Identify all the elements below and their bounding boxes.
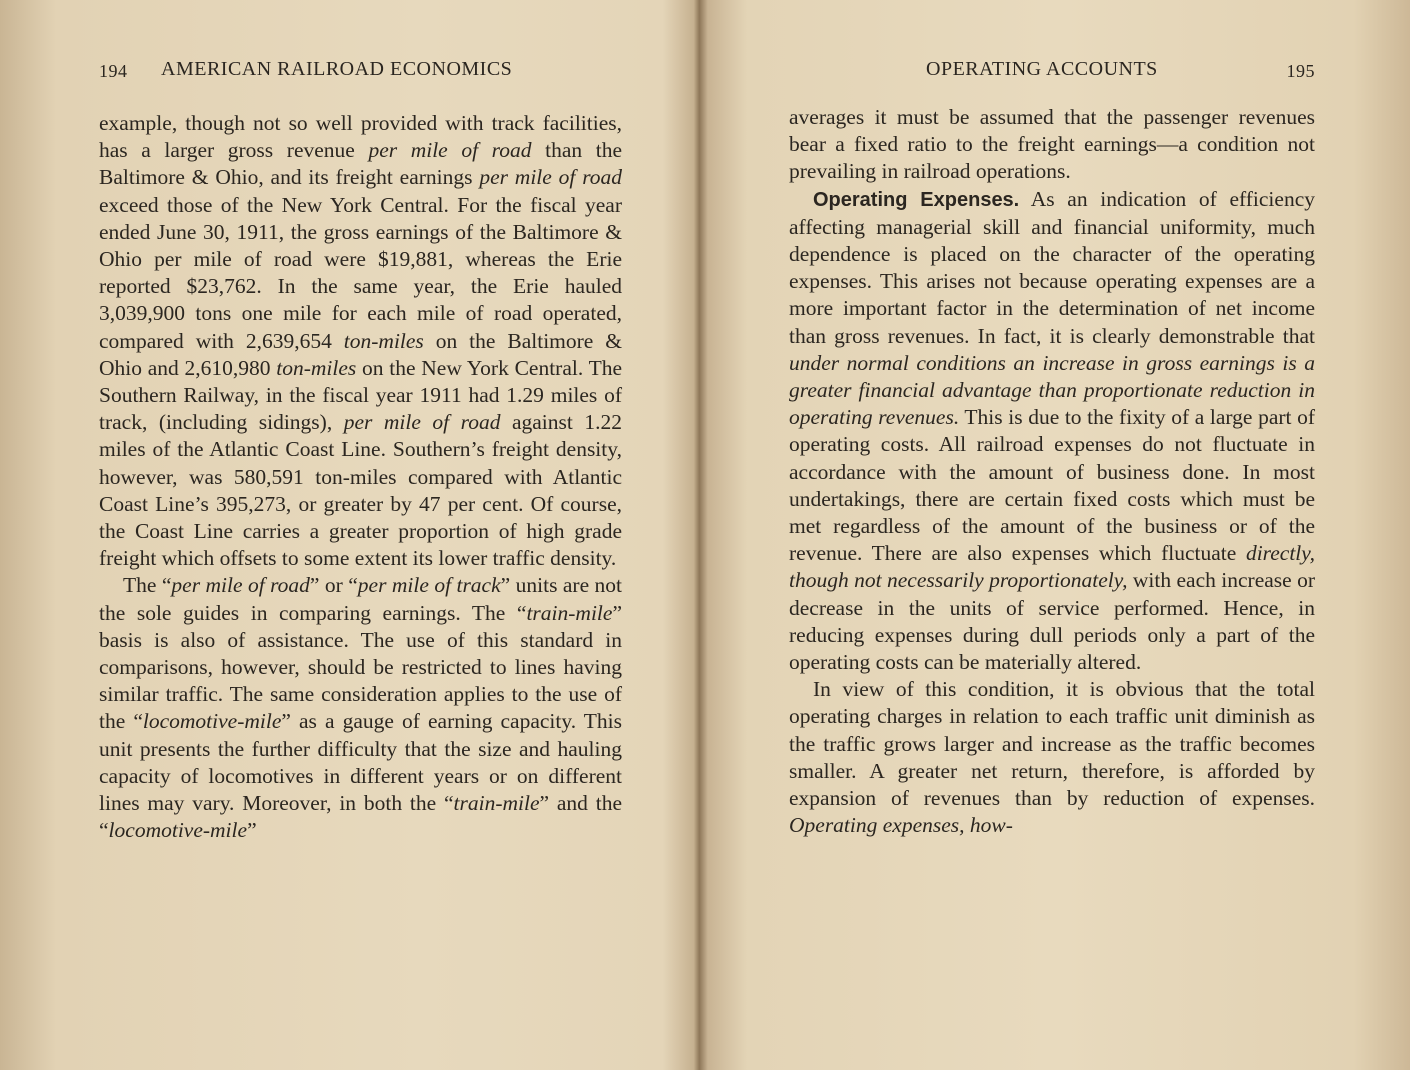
- right-running-head: OPERATING ACCOUNTS: [926, 58, 1158, 80]
- italic-text: train-mile: [526, 600, 613, 625]
- text-run: This is due to the fixity of a large part of operating costs. All railroad expenses do not fluctuate in accordance with the amount of business done. In most undertakings, there are certain fixed costs which must be met regardless of the amount of the business or of the revenue. There are also expenses which fluctuate: [789, 405, 1316, 566]
- right-page-body: [789, 104, 1315, 839]
- italic-text: per mile of road: [368, 138, 532, 163]
- text-run: on the New York Central. The Southern Railway, in the fiscal year 1911 had 1.29 miles of track, (including sidings),: [99, 355, 623, 435]
- text-run: averages it must be assumed that the passenger revenues bear a fixed ratio to the freight earnings—a condition not prevailing in railroad operations.: [789, 105, 1315, 184]
- text-run: ” basis is also of assistance. The use of this standard in comparisons, however, should be restricted to lines having similar traffic. The same consideration applies to the use of the “: [99, 600, 622, 734]
- italic-text: per mile of track: [357, 573, 501, 598]
- text-run: The “: [123, 573, 172, 598]
- italic-text: under normal conditions an increase in gross earnings is a greater financial advantage than proportionate reduction in operating revenues.: [789, 350, 1315, 430]
- italic-text: ton-miles: [276, 355, 357, 380]
- left-page-number: 194: [99, 61, 128, 81]
- italic-text: per mile of road: [171, 573, 310, 598]
- italic-text: per mile of road: [343, 410, 501, 435]
- text-run: on the Baltimore & Ohio and 2,610,980: [99, 328, 622, 380]
- right-page-number: 195: [1286, 61, 1315, 81]
- right-page: [705, 0, 1410, 1070]
- italic-text: locomotive-mile: [142, 709, 282, 734]
- text-run: than the Baltimore & Ohio, and its freight earnings: [99, 138, 623, 190]
- text-run: with each increase or decrease in the units of service performed. Hence, in reducing expenses during dull periods only a part of the operating costs can be materially altered.: [789, 568, 1315, 675]
- paragraph: [789, 104, 1315, 186]
- text-run: ” as a gauge of earning capacity. This unit presents the further difficulty that the size and hauling capacity of locomotives in different years or on different lines may vary. Moreover, in both the “: [99, 709, 623, 816]
- paragraph: [99, 110, 622, 572]
- text-run: As an indication of efficiency affecting managerial skill and financial uniformity, much dependence is placed on the character of the operating expenses. This arises not because operating expenses are a more important factor in the determination of net income than gross revenues. In fact, it is clearly demonstrable that: [789, 186, 1315, 348]
- text-run: In view of this condition, it is obvious that the total operating charges in relation to each traffic unit diminish as the traffic grows larger and increase as the traffic becomes smaller. A greater net return, therefore, is afforded by expansion of revenues than by reduction of expenses.: [789, 677, 1315, 811]
- italic-text: directly, though not necessarily proportionately,: [789, 541, 1315, 593]
- italic-text: ton-miles: [343, 328, 424, 353]
- left-running-head: AMERICAN RAILROAD ECONOMICS: [161, 58, 513, 80]
- text-run: ”: [247, 818, 257, 843]
- section-lead: Operating Expenses.: [813, 188, 1020, 211]
- text-run: against 1.22 miles of the Atlantic Coast Line. Southern’s freight density, however, was 580,591 ton-miles compared with Atlantic Coast Line’s 395,273, or greater by 47 per cent. Of course, the Coast Line carries a greater proportion of high grade freight which offsets to some extent its lower traffic density.: [99, 410, 623, 571]
- text-run: example, though not so well provided with track facilities, has a larger gross revenue: [99, 111, 622, 163]
- text-run: exceed those of the New York Central. For the fiscal year ended June 30, 1911, the gross earnings of the Baltimore & Ohio per mile of road were $19,881, whereas the Erie reported $23,762. In the same year, the Erie hauled 3,039,900 tons one mile for each mile of road operated, compared with 2,639,654: [99, 192, 622, 353]
- paragraph: [99, 572, 622, 844]
- italic-text: locomotive-mile: [108, 818, 248, 843]
- paragraph-body: [789, 187, 1315, 674]
- text-run: ” units are not the sole guides in comparing earnings. The “: [99, 573, 623, 625]
- text-run: ” or “: [309, 573, 358, 598]
- text-run: ” and the “: [99, 791, 622, 843]
- left-page: [0, 0, 700, 1070]
- italic-text: Operating expenses, how-: [789, 813, 1013, 838]
- left-running-header: [99, 58, 622, 88]
- italic-text: train-mile: [453, 791, 540, 816]
- paragraph: [789, 186, 1315, 677]
- left-page-body: [99, 110, 622, 844]
- paragraph: [789, 676, 1315, 839]
- right-running-header: [789, 58, 1315, 88]
- italic-text: per mile of road: [479, 165, 623, 190]
